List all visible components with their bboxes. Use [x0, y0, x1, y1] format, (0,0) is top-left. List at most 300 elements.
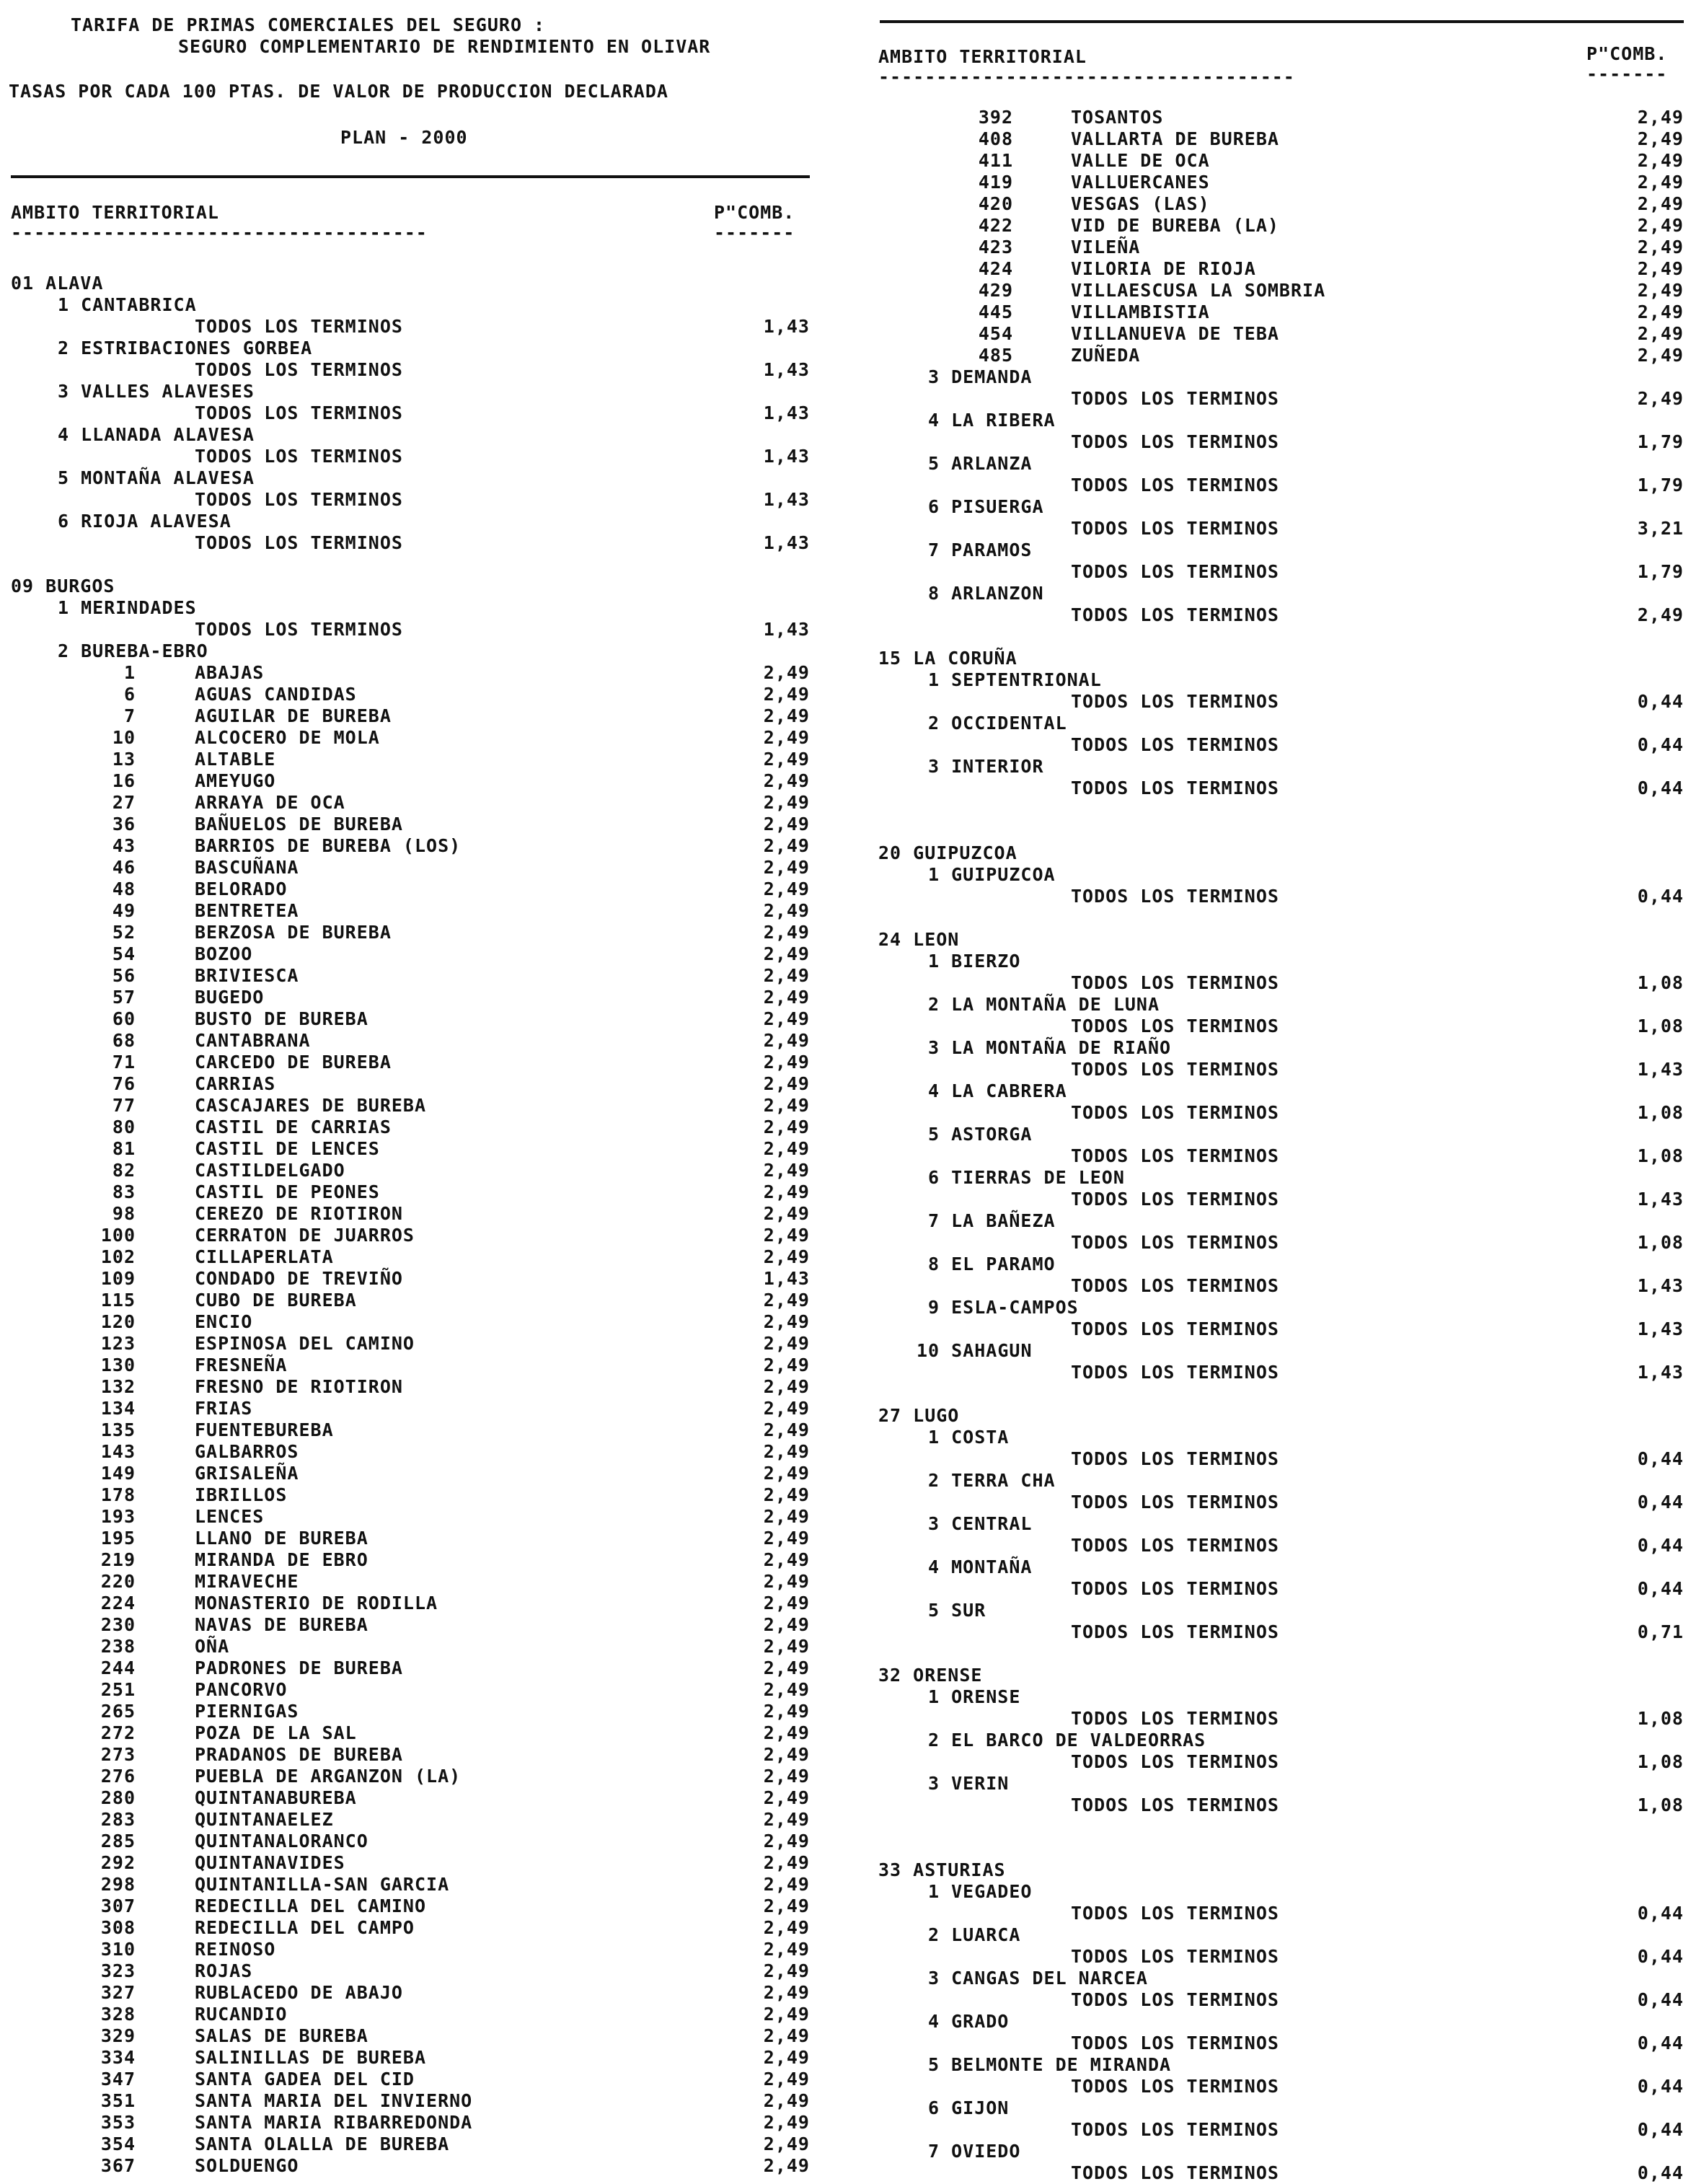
column-head-value: P"COMB.: [1586, 43, 1668, 64]
premium-rate: 2,49: [763, 1679, 810, 1700]
term-code: 80: [112, 1117, 136, 1137]
column-head-territory-underline: ------------------------------------: [878, 66, 1295, 87]
term-name: REINOSO: [195, 1939, 276, 1960]
premium-rate: 1,08: [1637, 972, 1684, 993]
premium-rate: 2,49: [763, 2069, 810, 2090]
term-name: ALTABLE: [195, 749, 276, 770]
tariff-row-todos: [862, 2076, 1684, 2097]
premium-rate: 2,49: [763, 1117, 810, 1137]
premium-rate: 1,43: [1637, 1275, 1684, 1296]
tariff-row-comarca: [862, 453, 1684, 475]
comarca-name: 5 BELMONTE DE MIRANDA: [928, 2054, 1172, 2075]
tariff-row-todos: [862, 1059, 1684, 1080]
term-code: 102: [100, 1246, 136, 1267]
tariff-row-todos: [862, 1016, 1684, 1037]
tariff-row-todos: [862, 2033, 1684, 2054]
premium-rate: 2,49: [763, 1138, 810, 1159]
term-code: 272: [100, 1722, 136, 1743]
premium-rate: 2,49: [763, 1722, 810, 1743]
term-code: 310: [100, 1939, 136, 1960]
tariff-row-term: [0, 1809, 810, 1831]
term-code: 328: [100, 2004, 136, 2025]
tariff-row-term: [0, 2090, 810, 2112]
term-code: 56: [112, 965, 136, 986]
tariff-row-todos: [862, 1275, 1684, 1297]
tariff-row-comarca: [862, 1167, 1684, 1189]
term-code: 27: [112, 792, 136, 813]
premium-rate: 2,49: [763, 943, 810, 964]
term-name: QUINTANAELEZ: [195, 1809, 334, 1830]
tariff-row-term: [0, 987, 810, 1008]
term-code: 273: [100, 1744, 136, 1765]
comarca-name: 4 GRADO: [928, 2011, 1010, 2032]
term-name: BERZOSA DE BUREBA: [195, 922, 392, 943]
term-name: FRIAS: [195, 1398, 253, 1419]
premium-rate: 2,49: [763, 1939, 810, 1960]
term-name: BELORADO: [195, 879, 288, 899]
all-terms-label: TODOS LOS TERMINOS: [1071, 1102, 1279, 1123]
term-name: POZA DE LA SAL: [195, 1722, 357, 1743]
term-name: VALLUERCANES: [1071, 172, 1210, 193]
tariff-row-comarca: [862, 2097, 1684, 2119]
term-name: VILORIA DE RIOJA: [1071, 258, 1256, 279]
row-gap: [862, 799, 1684, 821]
tariff-row-comarca: [862, 2054, 1684, 2076]
all-terms-label: TODOS LOS TERMINOS: [195, 359, 403, 380]
tariff-row-todos: [862, 561, 1684, 583]
all-terms-label: TODOS LOS TERMINOS: [1071, 2119, 1279, 2140]
premium-rate: 1,08: [1637, 1016, 1684, 1036]
premium-rate: 0,44: [1637, 1903, 1684, 1924]
all-terms-label: TODOS LOS TERMINOS: [1071, 2162, 1279, 2183]
term-code: 46: [112, 857, 136, 878]
province-name: 15 LA CORUÑA: [878, 648, 1017, 669]
tariff-row-term: [0, 1614, 810, 1636]
term-code: 251: [100, 1679, 136, 1700]
column-head-value: P"COMB.: [714, 202, 795, 223]
premium-rate: 2,49: [763, 2047, 810, 2068]
term-name: NAVAS DE BUREBA: [195, 1614, 368, 1635]
header-title-line-2: SEGURO COMPLEMENTARIO DE RENDIMIENTO EN OLIVAR: [178, 36, 711, 57]
tariff-row-comarca: [862, 1881, 1684, 1903]
tariff-row-comarca: [862, 2011, 1684, 2033]
tariff-row-comarca: [0, 424, 810, 446]
premium-rate: 2,49: [763, 1960, 810, 1981]
comarca-name: 1 ORENSE: [928, 1686, 1021, 1707]
row-gap: [862, 907, 1684, 929]
tariff-row-todos: [862, 1989, 1684, 2011]
tariff-row-comarca: [862, 1210, 1684, 1232]
premium-rate: 1,43: [763, 489, 810, 510]
premium-rate: 2,49: [763, 1593, 810, 1613]
premium-rate: 2,49: [763, 1701, 810, 1722]
tariff-row-todos: [862, 431, 1684, 453]
premium-rate: 2,49: [1637, 107, 1684, 128]
tariff-row-todos: [862, 1189, 1684, 1210]
all-terms-label: TODOS LOS TERMINOS: [1071, 1751, 1279, 1772]
all-terms-label: TODOS LOS TERMINOS: [195, 532, 403, 553]
term-code: 178: [100, 1484, 136, 1505]
tariff-row-term: [0, 662, 810, 684]
tariff-row-comarca: [862, 1297, 1684, 1318]
term-name: VALLARTA DE BUREBA: [1071, 128, 1279, 149]
premium-rate: 2,49: [763, 1225, 810, 1246]
comarca-name: 4 MONTAÑA: [928, 1556, 1033, 1577]
term-name: ALCOCERO DE MOLA: [195, 727, 380, 748]
premium-rate: 2,49: [763, 1203, 810, 1224]
all-terms-label: TODOS LOS TERMINOS: [1071, 691, 1279, 712]
tariff-row-todos: [0, 359, 810, 381]
term-name: SANTA GADEA DEL CID: [195, 2069, 415, 2090]
province-name: 09 BURGOS: [11, 576, 115, 596]
term-code: 115: [100, 1290, 136, 1311]
all-terms-label: TODOS LOS TERMINOS: [1071, 1189, 1279, 1210]
term-code: 292: [100, 1852, 136, 1873]
term-name: CASTIL DE LENCES: [195, 1138, 380, 1159]
tariff-row-todos: [862, 778, 1684, 799]
premium-rate: 2,49: [763, 1052, 810, 1073]
premium-rate: 2,49: [1637, 388, 1684, 409]
tariff-row-comarca: [862, 1470, 1684, 1492]
tariff-row-comarca: [862, 713, 1684, 734]
tariff-row-todos: [862, 1795, 1684, 1816]
term-name: SOLDUENGO: [195, 2155, 299, 2176]
tariff-row-todos: [862, 1535, 1684, 1556]
term-name: BARRIOS DE BUREBA (LOS): [195, 835, 462, 856]
tariff-row-term: [0, 965, 810, 987]
term-name: PADRONES DE BUREBA: [195, 1657, 403, 1678]
term-code: 354: [100, 2134, 136, 2154]
term-name: ROJAS: [195, 1960, 253, 1981]
premium-rate: 0,71: [1637, 1621, 1684, 1642]
comarca-name: 8 ARLANZON: [928, 583, 1044, 604]
premium-rate: 2,49: [763, 900, 810, 921]
term-code: 36: [112, 814, 136, 835]
tariff-row-term: [0, 1917, 810, 1939]
column-head-value-underline: -------: [714, 222, 795, 243]
premium-rate: 2,49: [763, 1744, 810, 1765]
term-name: RUCANDIO: [195, 2004, 288, 2025]
term-code: 16: [112, 770, 136, 791]
tariff-row-comarca: [0, 597, 810, 619]
term-code: 10: [112, 727, 136, 748]
tariff-row-province: [862, 1405, 1684, 1427]
premium-rate: 0,44: [1637, 1448, 1684, 1469]
term-name: GRISALEÑA: [195, 1463, 299, 1484]
term-name: CUBO DE BUREBA: [195, 1290, 357, 1311]
tariff-row-todos: [0, 316, 810, 338]
premium-rate: 2,49: [1637, 215, 1684, 236]
tariff-row-comarca: [862, 669, 1684, 691]
tariff-row-term: [0, 2112, 810, 2134]
term-code: 408: [978, 128, 1013, 149]
premium-rate: 2,49: [763, 1290, 810, 1311]
comarca-name: 4 LLANADA ALAVESA: [58, 424, 255, 445]
tariff-row-term: [0, 1787, 810, 1809]
premium-rate: 2,49: [763, 1636, 810, 1657]
premium-rate: 2,49: [763, 1809, 810, 1830]
premium-rate: 1,08: [1637, 1795, 1684, 1815]
tariff-row-term: [0, 1744, 810, 1766]
term-name: QUINTANILLA-SAN GARCIA: [195, 1874, 450, 1895]
right-rows: [862, 107, 1684, 2184]
tariff-row-term: [0, 1895, 810, 1917]
tariff-row-term: [0, 1052, 810, 1073]
tariff-row-term: [0, 1528, 810, 1549]
all-terms-label: TODOS LOS TERMINOS: [1071, 1989, 1279, 2010]
term-code: 123: [100, 1333, 136, 1354]
comarca-name: 2 LUARCA: [928, 1924, 1021, 1945]
province-name: 01 ALAVA: [11, 273, 104, 294]
tariff-row-term: [0, 1290, 810, 1311]
premium-rate: 2,49: [1637, 604, 1684, 625]
term-name: CONDADO DE TREVIÑO: [195, 1268, 403, 1289]
all-terms-label: TODOS LOS TERMINOS: [1071, 1492, 1279, 1512]
premium-rate: 0,44: [1637, 2119, 1684, 2140]
term-name: LENCES: [195, 1506, 265, 1527]
tariff-row-todos: [862, 734, 1684, 756]
tariff-row-todos: [862, 1448, 1684, 1470]
term-name: CILLAPERLATA: [195, 1246, 334, 1267]
premium-rate: 2,49: [1637, 193, 1684, 214]
term-code: 1: [123, 662, 136, 683]
term-code: 424: [978, 258, 1013, 279]
all-terms-label: TODOS LOS TERMINOS: [1071, 604, 1279, 625]
all-terms-label: TODOS LOS TERMINOS: [1071, 1448, 1279, 1469]
term-name: CERRATON DE JUARROS: [195, 1225, 415, 1246]
premium-rate: 2,49: [763, 1355, 810, 1375]
tariff-row-term: [862, 172, 1684, 193]
header-rates-note: TASAS POR CADA 100 PTAS. DE VALOR DE PRODUCCION DECLARADA: [9, 81, 668, 102]
premium-rate: 0,44: [1637, 1535, 1684, 1556]
comarca-name: 4 LA CABRERA: [928, 1080, 1067, 1101]
premium-rate: 2,49: [763, 1895, 810, 1916]
tariff-row-comarca: [0, 640, 810, 662]
term-name: FRESNEÑA: [195, 1355, 288, 1375]
term-name: AGUILAR DE BUREBA: [195, 705, 392, 726]
premium-rate: 1,08: [1637, 1708, 1684, 1729]
term-code: 43: [112, 835, 136, 856]
term-name: TOSANTOS: [1071, 107, 1164, 128]
premium-rate: 2,49: [763, 705, 810, 726]
term-name: FUENTEBUREBA: [195, 1419, 334, 1440]
tariff-row-term: [0, 1960, 810, 1982]
tariff-row-term: [0, 792, 810, 814]
tariff-row-term: [0, 1722, 810, 1744]
term-code: 238: [100, 1636, 136, 1657]
tariff-row-comarca: [862, 410, 1684, 431]
tariff-row-term: [862, 193, 1684, 215]
tariff-row-comarca: [0, 381, 810, 402]
all-terms-label: TODOS LOS TERMINOS: [1071, 2076, 1279, 2097]
term-name: ARRAYA DE OCA: [195, 792, 345, 813]
term-code: 193: [100, 1506, 136, 1527]
tariff-row-todos: [862, 1578, 1684, 1600]
term-name: QUINTANAVIDES: [195, 1852, 345, 1873]
all-terms-label: TODOS LOS TERMINOS: [1071, 1903, 1279, 1924]
premium-rate: 2,49: [763, 1181, 810, 1202]
all-terms-label: TODOS LOS TERMINOS: [1071, 734, 1279, 755]
all-terms-label: TODOS LOS TERMINOS: [1071, 561, 1279, 582]
premium-rate: 2,49: [763, 1008, 810, 1029]
tariff-row-comarca: [862, 994, 1684, 1016]
premium-rate: 2,49: [763, 1787, 810, 1808]
tariff-row-term: [0, 1246, 810, 1268]
tariff-row-term: [0, 2155, 810, 2177]
term-name: GALBARROS: [195, 1441, 299, 1462]
term-code: 285: [100, 1831, 136, 1851]
premium-rate: 1,08: [1637, 1232, 1684, 1253]
term-code: 445: [978, 301, 1013, 322]
term-name: PUEBLA DE ARGANZON (LA): [195, 1766, 462, 1787]
premium-rate: 2,49: [763, 2090, 810, 2111]
premium-rate: 1,43: [1637, 1318, 1684, 1339]
right-column: [862, 0, 1691, 2181]
premium-rate: 2,49: [763, 1549, 810, 1570]
tariff-row-term: [0, 1679, 810, 1701]
term-name: QUINTANABUREBA: [195, 1787, 357, 1808]
comarca-name: 1 GUIPUZCOA: [928, 864, 1056, 885]
tariff-row-term: [0, 1376, 810, 1398]
tariff-row-todos: [862, 388, 1684, 410]
tariff-row-comarca: [0, 294, 810, 316]
tariff-row-term: [0, 814, 810, 835]
term-name: BUGEDO: [195, 987, 265, 1008]
term-name: ENCIO: [195, 1311, 253, 1332]
tariff-row-term: [0, 1549, 810, 1571]
comarca-name: 2 OCCIDENTAL: [928, 713, 1067, 734]
tariff-row-term: [0, 684, 810, 705]
comarca-name: 1 CANTABRICA: [58, 294, 197, 315]
term-name: RUBLACEDO DE ABAJO: [195, 1982, 403, 2003]
term-name: PRADANOS DE BUREBA: [195, 1744, 403, 1765]
premium-rate: 2,49: [1637, 150, 1684, 171]
comarca-name: 3 INTERIOR: [928, 756, 1044, 777]
term-code: 77: [112, 1095, 136, 1116]
term-code: 134: [100, 1398, 136, 1419]
term-code: 109: [100, 1268, 136, 1289]
tariff-row-todos: [862, 1492, 1684, 1513]
tariff-row-comarca: [0, 467, 810, 489]
tariff-row-comarca: [0, 338, 810, 359]
term-code: 13: [112, 749, 136, 770]
term-name: MIRANDA DE EBRO: [195, 1549, 368, 1570]
tariff-row-term: [0, 1657, 810, 1679]
term-code: 130: [100, 1355, 136, 1375]
comarca-name: 2 LA MONTAÑA DE LUNA: [928, 994, 1160, 1015]
tariff-row-term: [862, 215, 1684, 237]
term-name: VILLAESCUSA LA SOMBRIA: [1071, 280, 1326, 301]
term-code: 100: [100, 1225, 136, 1246]
tariff-row-province: [0, 576, 810, 597]
premium-rate: 2,49: [763, 1311, 810, 1332]
tariff-row-comarca: [862, 540, 1684, 561]
tariff-row-todos: [862, 1102, 1684, 1124]
tariff-row-todos: [862, 1362, 1684, 1383]
premium-rate: 2,49: [1637, 172, 1684, 193]
tariff-row-term: [0, 1463, 810, 1484]
term-name: OÑA: [195, 1636, 230, 1657]
term-code: 244: [100, 1657, 136, 1678]
term-name: ESPINOSA DEL CAMINO: [195, 1333, 415, 1354]
tariff-row-comarca: [862, 1080, 1684, 1102]
all-terms-label: TODOS LOS TERMINOS: [195, 402, 403, 423]
column-head-territory: AMBITO TERRITORIAL: [878, 46, 1087, 67]
row-gap: [862, 626, 1684, 648]
premium-rate: 1,08: [1637, 1102, 1684, 1123]
premium-rate: 2,49: [763, 879, 810, 899]
premium-rate: 2,49: [763, 814, 810, 835]
term-code: 7: [123, 705, 136, 726]
comarca-name: 6 PISUERGA: [928, 496, 1044, 517]
term-code: 411: [978, 150, 1013, 171]
term-code: 429: [978, 280, 1013, 301]
all-terms-label: TODOS LOS TERMINOS: [1071, 1535, 1279, 1556]
tariff-row-comarca: [862, 583, 1684, 604]
premium-rate: 2,49: [763, 2134, 810, 2154]
comarca-name: 3 LA MONTAÑA DE RIAÑO: [928, 1037, 1172, 1058]
top-rule: [11, 175, 810, 178]
tariff-row-todos: [862, 1232, 1684, 1254]
term-name: AGUAS CANDIDAS: [195, 684, 357, 705]
term-name: FRESNO DE RIOTIRON: [195, 1376, 403, 1397]
term-code: 132: [100, 1376, 136, 1397]
tariff-row-province: [862, 1665, 1684, 1686]
tariff-row-todos: [862, 1946, 1684, 1968]
term-code: 485: [978, 345, 1013, 366]
term-name: SALAS DE BUREBA: [195, 2025, 368, 2046]
tariff-row-term: [0, 749, 810, 770]
tariff-row-todos: [862, 691, 1684, 713]
all-terms-label: TODOS LOS TERMINOS: [1071, 1621, 1279, 1642]
all-terms-label: TODOS LOS TERMINOS: [1071, 475, 1279, 496]
tariff-row-todos: [862, 1751, 1684, 1773]
tariff-row-term: [0, 1225, 810, 1246]
term-code: 347: [100, 2069, 136, 2090]
term-name: CANTABRANA: [195, 1030, 311, 1051]
premium-rate: 1,43: [763, 619, 810, 640]
term-name: LLANO DE BUREBA: [195, 1528, 368, 1549]
all-terms-label: TODOS LOS TERMINOS: [1071, 1318, 1279, 1339]
term-name: VALLE DE OCA: [1071, 150, 1210, 171]
premium-rate: 1,43: [763, 446, 810, 467]
tariff-row-term: [862, 258, 1684, 280]
all-terms-label: TODOS LOS TERMINOS: [195, 446, 403, 467]
term-code: 52: [112, 922, 136, 943]
tariff-row-comarca: [862, 1556, 1684, 1578]
all-terms-label: TODOS LOS TERMINOS: [1071, 388, 1279, 409]
tariff-row-term: [0, 2047, 810, 2069]
term-code: 81: [112, 1138, 136, 1159]
all-terms-label: TODOS LOS TERMINOS: [1071, 1016, 1279, 1036]
all-terms-label: TODOS LOS TERMINOS: [195, 316, 403, 337]
term-code: 120: [100, 1311, 136, 1332]
all-terms-label: TODOS LOS TERMINOS: [1071, 1059, 1279, 1080]
tariff-row-todos: [862, 604, 1684, 626]
tariff-row-comarca: [862, 2141, 1684, 2162]
term-name: REDECILLA DEL CAMPO: [195, 1917, 415, 1938]
premium-rate: 2,49: [1637, 237, 1684, 257]
term-code: 71: [112, 1052, 136, 1073]
tariff-row-term: [0, 1852, 810, 1874]
premium-rate: 2,49: [763, 1073, 810, 1094]
tariff-row-todos: [862, 1903, 1684, 1924]
premium-rate: 0,44: [1637, 734, 1684, 755]
term-name: AMEYUGO: [195, 770, 276, 791]
tariff-row-todos: [0, 446, 810, 467]
premium-rate: 2,49: [763, 965, 810, 986]
comarca-name: 6 RIOJA ALAVESA: [58, 511, 231, 532]
